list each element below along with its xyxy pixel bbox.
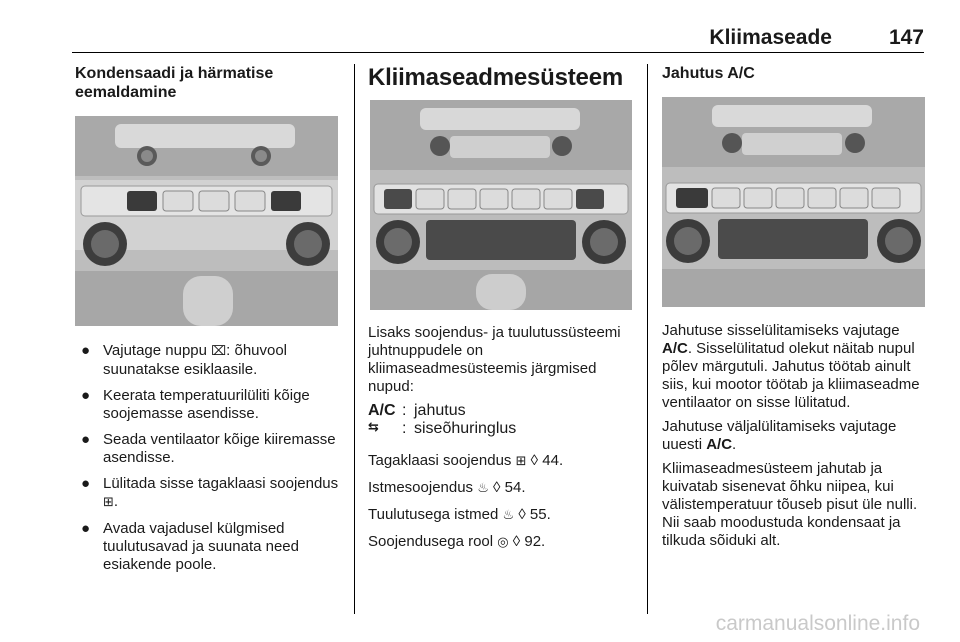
column-climate-system [368, 64, 633, 92]
rear-window-heating-icon: ⊞ [515, 454, 527, 469]
watermark: carmanualsonline.info [715, 612, 920, 635]
list-item: ● Keerata temperatuurilüliti kõige soojemasse asendisse. [81, 387, 310, 422]
climate-system-text [368, 324, 633, 558]
section-heading-climate-system: Kliimaseadmesüsteem [368, 64, 623, 91]
climate-panel-photo-3 [662, 97, 925, 307]
glossary-row: ⇆ : siseõhuringlus [368, 420, 517, 437]
list-item: ● Avada vajadusel külgmised tuulutusavad ja suunata need esiakende poole. [81, 520, 299, 573]
cross-reference: Soojendusega rool ◎ ◊ 92. [368, 533, 546, 550]
cooling-off-text: Jahutuse väljalülitamiseks vajutage uuesti A/C. [662, 418, 897, 453]
ac-key-label: A/C [662, 340, 688, 357]
cooling-on-text: Jahutuse sisselülitamiseks vajutage A/C. Sisselülitatud olekut näitab nupul põlev märgutuli. Jahutus töötab ainult siis, kui mootor töötab ja kliimaseadme ventilaator on sisse lülitatud. [662, 322, 920, 411]
cooling-text [662, 322, 930, 556]
list-item: ● Lülitada sisse tagaklaasi soojendus ⊞. [81, 475, 339, 510]
page-header [72, 26, 924, 53]
seat-ventilation-icon: ♨ [502, 508, 515, 523]
defrost-step-list [75, 342, 340, 574]
list-item: ● Seada ventilaator kõige kiiremasse asendisse. [81, 431, 336, 466]
list-item: ● Vajutage nuppu ⌧: õhuvool suunatakse esiklaasile. [81, 342, 288, 378]
steering-wheel-heating-icon: ◎ [497, 535, 509, 550]
cooling-info-text: Kliimaseadmesüsteem jahutab ja kuivatab sisenevat õhku niipea, kui välistemperatuur tõuseb pisut üle nulli. Nii saab moodustuda kondensaat ja tilkuda sõiduki alt. [662, 460, 918, 549]
section-heading-cooling: Jahutus A/C [662, 65, 755, 82]
glossary-row: A/C : jahutus [368, 402, 466, 419]
ac-key-label: A/C [706, 436, 733, 453]
column-divider [647, 64, 648, 614]
climate-panel-photo-1 [75, 116, 338, 326]
column-divider [354, 64, 355, 614]
cross-reference: Istmesoojendus ♨ ◊ 54. [368, 479, 526, 496]
cross-reference: Tagaklaasi soojendus ⊞ ◊ 44. [368, 452, 564, 469]
intro-text: Lisaks soojendus- ja tuulutussüsteemi juhtnuppudele on kliimaseadmesüsteemis järgmised nupud: [368, 324, 621, 395]
climate-panel-photo-2 [370, 100, 632, 310]
recirculation-icon: ⇆ [368, 420, 379, 435]
rear-window-heating-icon: ⊞ [103, 495, 114, 510]
chapter-title: Kliimaseade [709, 26, 832, 49]
section-heading-defrost: Kondensaadi ja härmatise eemaldamine [75, 65, 274, 101]
seat-heating-icon: ♨ [477, 481, 489, 496]
cross-reference: Tuulutusega istmed ♨ ◊ 55. [368, 506, 551, 523]
defrost-steps [75, 342, 340, 582]
page-number: 147 [888, 26, 924, 49]
column-defrost [75, 64, 340, 102]
windscreen-defrost-icon: ⌧ [211, 344, 227, 359]
column-cooling [662, 64, 927, 83]
